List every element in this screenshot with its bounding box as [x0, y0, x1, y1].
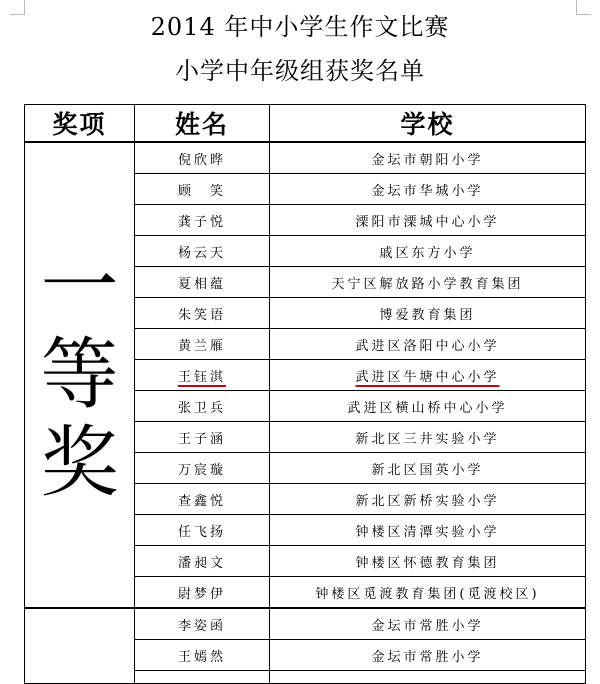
- school-name: 新北区国英小学: [270, 453, 586, 484]
- header-school: 学校: [270, 105, 586, 143]
- school-name: 钟楼区清潭实验小学: [270, 515, 586, 546]
- student-name: 万宸璇: [135, 453, 270, 484]
- student-name: 尉梦伊: [135, 577, 270, 609]
- award-char-3: 奖: [40, 418, 119, 508]
- student-name-underlined: 王钰淇: [177, 369, 226, 385]
- document-subtitle: 小学中年级组获奖名单: [175, 57, 425, 85]
- first-prize-group: [25, 142, 586, 608]
- table-header-row: [25, 105, 586, 143]
- student-name: 李姿函: [135, 608, 270, 640]
- cut-off-name-cell: [135, 671, 270, 684]
- school-name: 天宁区解放路小学教育集团: [270, 267, 586, 298]
- student-name-highlighted: [135, 360, 270, 391]
- school-name: 新北区新桥实验小学: [270, 484, 586, 515]
- school-name: 钟楼区怀德教育集团: [270, 546, 586, 577]
- school-name: 金坛市华城小学: [270, 174, 586, 205]
- award-char-2: 等: [40, 330, 119, 420]
- cut-off-school-cell: [270, 671, 586, 684]
- school-name: 金坛市常胜小学: [270, 640, 586, 671]
- school-name: 溧阳市溧城中心小学: [270, 205, 586, 236]
- first-prize-label: [25, 142, 135, 608]
- award-char-1: 一: [40, 242, 119, 332]
- student-name: 王嫣然: [135, 640, 270, 671]
- award-list-table: [24, 104, 586, 684]
- student-name: 黄兰雁: [135, 329, 270, 360]
- second-prize-group: [25, 608, 586, 684]
- header-name: 姓名: [135, 105, 270, 143]
- school-name: 戚区东方小学: [270, 236, 586, 267]
- school-name: 武进区洛阳中心小学: [270, 329, 586, 360]
- second-prize-label: [25, 608, 135, 684]
- school-name: 钟楼区觅渡教育集团(觅渡校区): [270, 577, 586, 609]
- student-name: 夏相蕴: [135, 267, 270, 298]
- student-name: 任飞扬: [135, 515, 270, 546]
- student-name: 龚子悦: [135, 205, 270, 236]
- student-name: 顾 笑: [135, 174, 270, 205]
- document-title: 2014 年中小学生作文比赛: [150, 13, 450, 41]
- student-name: 倪欣晔: [135, 142, 270, 174]
- student-name: 朱笑语: [135, 298, 270, 329]
- student-name: 王子涵: [135, 422, 270, 453]
- school-name: 博爱教育集团: [270, 298, 586, 329]
- school-name: 金坛市常胜小学: [270, 608, 586, 640]
- header-award: 奖项: [25, 105, 135, 143]
- student-name: 杨云天: [135, 236, 270, 267]
- school-name-underlined: 武进区牛塘中心小学: [355, 369, 500, 385]
- table-row: [25, 608, 586, 640]
- student-name: 张卫兵: [135, 391, 270, 422]
- school-name-highlighted: [270, 360, 586, 391]
- school-name: 武进区横山桥中心小学: [270, 391, 586, 422]
- school-name: 金坛市朝阳小学: [270, 142, 586, 174]
- school-name: 新北区三井实验小学: [270, 422, 586, 453]
- student-name: 潘昶文: [135, 546, 270, 577]
- table-row: [25, 142, 586, 174]
- student-name: 查鑫悦: [135, 484, 270, 515]
